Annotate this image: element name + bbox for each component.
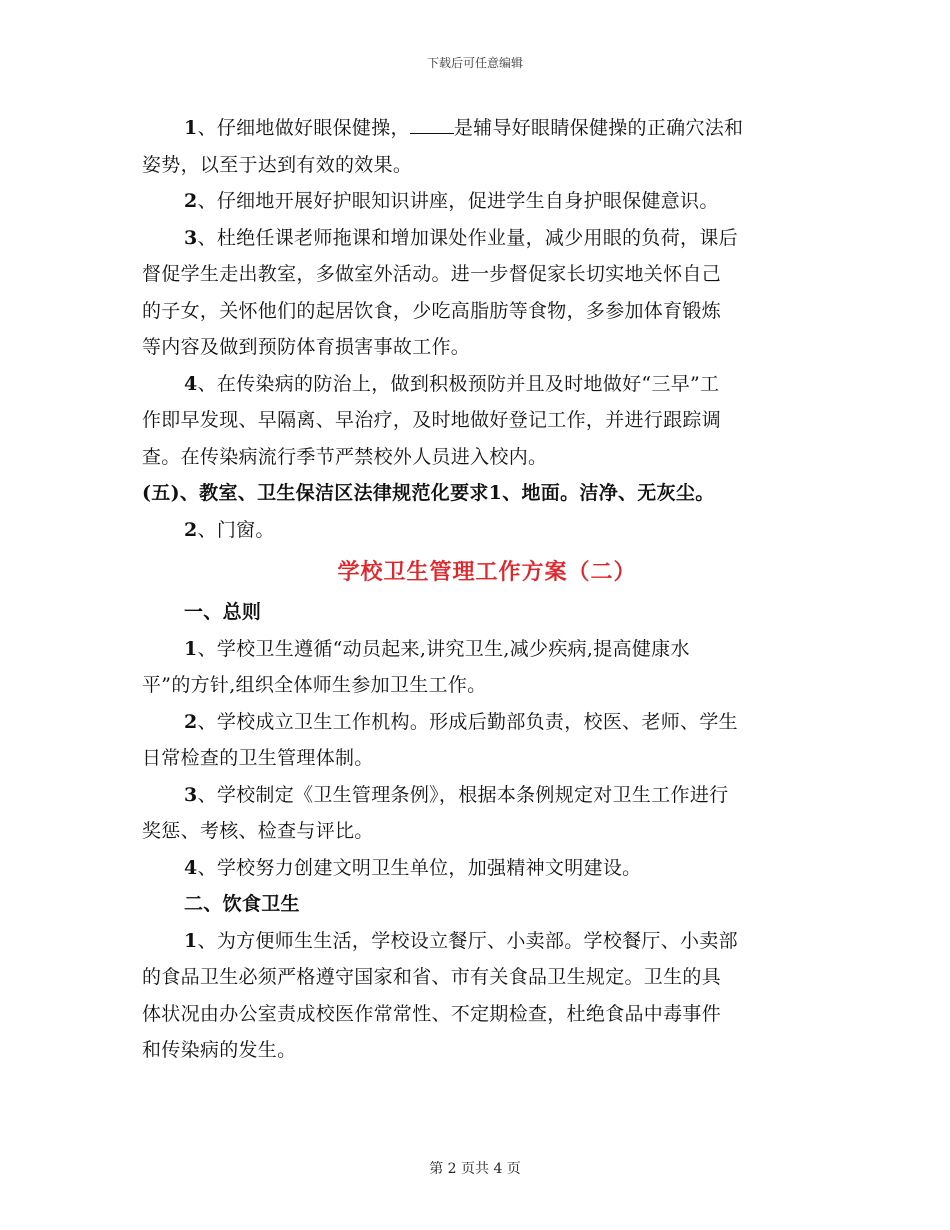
paragraph-continuation [142, 667, 832, 704]
item-number: 1 [184, 117, 198, 139]
paragraph-general-3 [142, 777, 832, 814]
fill-blank [410, 115, 454, 134]
text-run: 、学校卫生遵循“动员起来,讲究卫生,减少疾病,提高健康水 [197, 637, 690, 660]
paragraph-line: 的食品卫生必须严格遵守国家和省、市有关食品卫生规定。卫生的具 [142, 966, 722, 988]
paragraph-food-1 [142, 923, 832, 960]
text-run: 、仔细地开展好护眼知识讲座，促进学生自身护眼保健意识。 [197, 190, 719, 212]
paragraph-line: 等内容及做到预防体育损害事故工作。 [142, 336, 471, 358]
paragraph-line: 督促学生走出教室，多做室外活动。进一步督促家长切实地关怀自己 [142, 263, 722, 285]
text-run: 、学校制定《卫生管理条例》，根据本条例规定对卫生工作进行 [197, 783, 729, 806]
text-run: 是辅导好眼睛保健操的正确穴法和 [453, 117, 744, 139]
text-run: 、为方便师生生活，学校设立餐厅、小卖部。学校餐厅、小卖部 [197, 929, 738, 952]
document-title: 学校卫生管理工作方案（二） [337, 559, 637, 585]
paragraph-line [142, 220, 832, 257]
paragraph-general-4 [142, 850, 832, 887]
paragraph-line [142, 923, 832, 960]
section-heading-food-hygiene: 二、饮食卫生 [184, 893, 300, 915]
paragraph-continuation [142, 402, 832, 475]
item-number: 2 [184, 710, 198, 733]
paragraph-line [142, 110, 832, 147]
paragraph-reduce-load [142, 220, 832, 257]
paragraph-line [142, 512, 832, 549]
page-header: 下载后可任意编辑 [426, 56, 523, 70]
paragraph-continuation [142, 256, 832, 366]
paragraph-line: 查。在传染病流行季节严禁校外人员进入校内。 [142, 445, 548, 468]
item-number: 4 [184, 856, 198, 879]
paragraph-continuation [142, 740, 832, 777]
paragraph-eye-lecture [142, 183, 832, 220]
paragraph-line: 和传染病的发生。 [142, 1039, 297, 1061]
paragraph-doors-windows [142, 512, 832, 549]
item-number: 1 [184, 929, 198, 952]
item-number: 3 [184, 783, 198, 806]
paragraph-line: 作即早发现、早隔离、早治疗，及时地做好登记工作，并进行跟踪调 [142, 409, 722, 431]
paragraph-infectious-disease [142, 366, 832, 403]
paragraph-line: 的子女，关怀他们的起居饮食，少吃高脂肪等食物，多参加体育锻炼 [142, 299, 722, 322]
text-run: 、在传染病的防治上，做到积极预防并且及时地做好“三早”工 [197, 372, 720, 395]
paragraph-line: 平”的方针,组织全体师生参加卫生工作。 [142, 674, 487, 696]
section-heading-classroom [142, 475, 832, 512]
paragraph-general-2 [142, 704, 832, 741]
paragraph-line [142, 366, 832, 403]
text-run: 、学校努力创建文明卫生单位，加强精神文明建设。 [197, 856, 642, 879]
paragraph-general-1 [142, 631, 832, 668]
paragraph-line: 奖惩、考核、检查与评比。 [142, 820, 374, 842]
paragraph-continuation [142, 813, 832, 850]
paragraph-line [142, 850, 832, 887]
paragraph-eye-exercise [142, 110, 832, 147]
page-footer: 第 2 页共 4 页 [429, 1161, 521, 1177]
paragraph-line: 日常检查的卫生管理体制。 [142, 747, 374, 769]
paragraph-line: 姿势，以至于达到有效的效果。 [142, 153, 413, 176]
item-number: 4 [184, 372, 198, 395]
item-number: 1 [184, 637, 198, 660]
paragraph-line: 体状况由办公室责成校医作常常性、不定期检查，杜绝食品中毒事件 [142, 1002, 722, 1025]
paragraph-line: (五)、教室、卫生保洁区法律规范化要求1、地面。洁净、无灰尘。 [142, 482, 715, 504]
item-number: 2 [184, 518, 198, 541]
paragraph-line [142, 183, 832, 220]
paragraph-continuation [142, 147, 832, 184]
text-run: 、仔细地做好眼保健操， [197, 117, 410, 139]
text-run: 、门窗。 [197, 518, 275, 541]
paragraph-continuation [142, 959, 832, 1069]
paragraph-line [142, 631, 832, 668]
text-run: 、学校成立卫生工作机构。形成后勤部负责，校医、老师、学生 [197, 710, 738, 733]
item-number: 2 [184, 190, 198, 212]
section-heading-general: 一、总则 [184, 601, 262, 623]
paragraph-line [142, 777, 832, 814]
paragraph-line [142, 704, 832, 741]
document-body [142, 110, 832, 1069]
text-run: 、杜绝任课老师拖课和增加课处作业量，减少用眼的负荷，课后 [197, 226, 738, 249]
item-number: 3 [184, 226, 198, 249]
